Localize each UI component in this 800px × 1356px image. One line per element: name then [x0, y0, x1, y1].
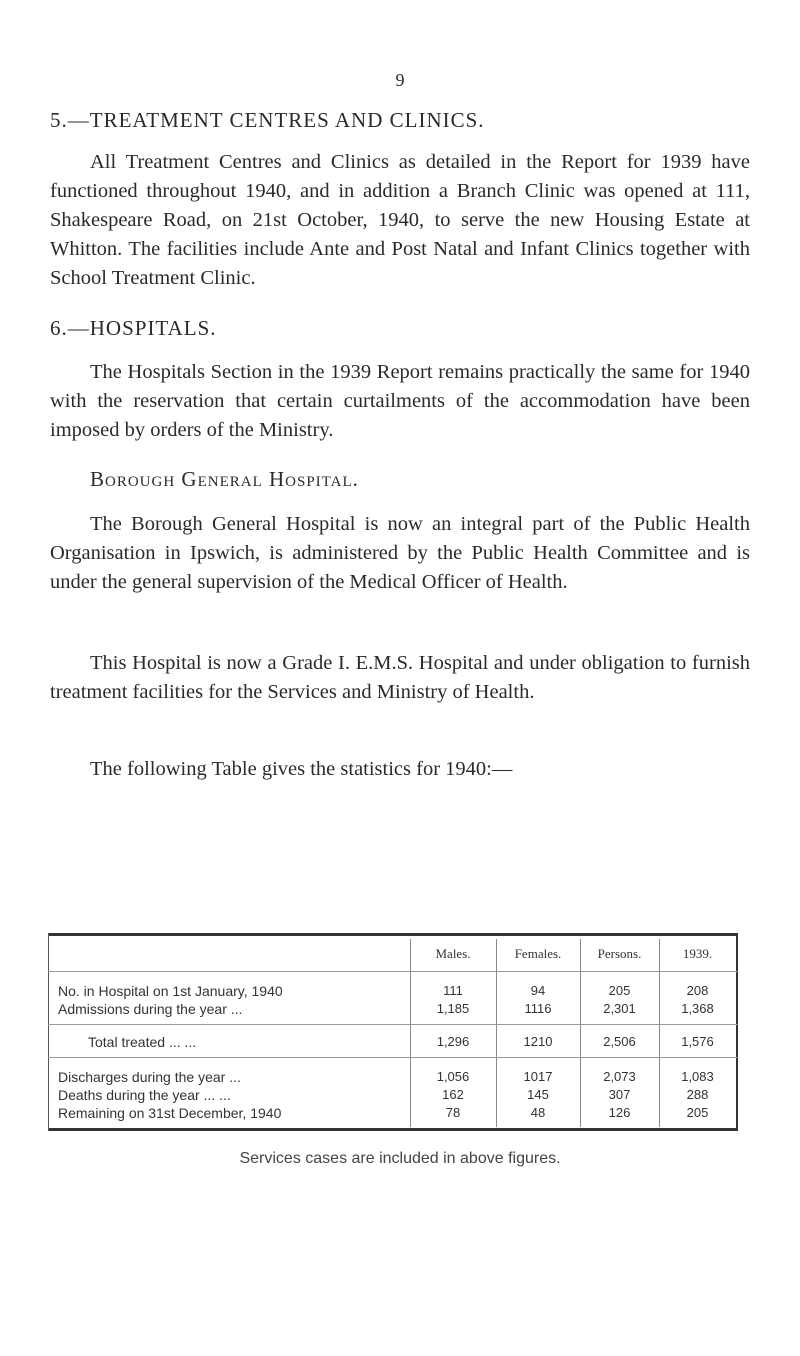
section-6-heading: 6.—HOSPITALS.	[50, 316, 217, 340]
table-cell: 1,083	[681, 1069, 714, 1084]
table-cell: 205	[686, 1105, 709, 1120]
table-row-label: Remaining on 31st December, 1940	[58, 1105, 282, 1121]
table-cell: 111	[443, 983, 463, 998]
table-cell: 78	[445, 1105, 461, 1120]
table-row-label: Discharges during the year ...	[58, 1069, 241, 1085]
section-5-heading: 5.—TREATMENT CENTRES AND CLINICS.	[50, 108, 485, 132]
borough-paragraph-1: The Borough General Hospital is now an integral part of the Public Health Organisation in Ipswich, is administered by the Public Health Committee and is under the general supervision of the Medical Officer of Health.	[50, 513, 750, 593]
table-cell: 208	[686, 983, 709, 998]
table-cell: 1,576	[681, 1034, 714, 1049]
table-cell: 1210	[523, 1034, 553, 1049]
table-cell: 288	[686, 1087, 709, 1102]
section-5-paragraph: All Treatment Centres and Clinics as detailed in the Report for 1939 have functioned throughout 1940, and in addition a Branch Clinic was opened at 111, Shakespeare Road, on 21st October, 1940, to serve the new Housing Estate at Whitton. The facilities include Ante and Post Natal and Infant Clinics together with School Treatment Clinic.	[50, 151, 750, 289]
borough-hospital-heading: Borough General Hospital.	[90, 467, 359, 491]
header-females: Females.	[514, 946, 562, 961]
table-intro: The following Table gives the statistics for 1940:—	[90, 758, 513, 780]
table-row-label: Total treated ... ...	[88, 1034, 197, 1050]
table-cell: 1116	[524, 1001, 552, 1016]
table-row-label: Admissions during the year ...	[58, 1001, 243, 1017]
table-cell: 1,296	[436, 1034, 470, 1049]
table-cell: 162	[442, 1087, 464, 1102]
table-cell: 1,368	[681, 1001, 714, 1016]
table-footnote: Services cases are included in above figures.	[239, 1150, 561, 1167]
table-cell: 2,506	[603, 1034, 636, 1049]
hospital-statistics-table	[48, 933, 738, 1131]
header-persons: Persons.	[597, 946, 642, 961]
table-cell: 2,073	[603, 1069, 636, 1084]
borough-paragraph-2: This Hospital is now a Grade I. E.M.S. Hospital and under obligation to furnish treatment facilities for the Services and Ministry of Health.	[50, 652, 750, 703]
table-cell: 1017	[523, 1069, 553, 1084]
table-cell: 1,185	[436, 1001, 470, 1016]
table-row-label: No. in Hospital on 1st January, 1940	[58, 983, 283, 999]
table-cell: 205	[608, 983, 631, 998]
table-cell: 145	[527, 1087, 549, 1102]
table-cell: 307	[608, 1087, 631, 1102]
section-6-paragraph: The Hospitals Section in the 1939 Report remains practically the same for 1940 with the reservation that certain curtailments of the accommodation have been imposed by orders of the Ministry.	[50, 361, 750, 441]
table-cell: 94	[530, 983, 546, 998]
header-1939: 1939.	[682, 946, 713, 961]
table-cell: 126	[608, 1105, 631, 1120]
table-cell: 2,301	[603, 1001, 636, 1016]
table-cell: 1,056	[436, 1069, 470, 1084]
table-cell: 48	[530, 1105, 546, 1120]
table-row-label: Deaths during the year ... ...	[58, 1087, 231, 1103]
header-males: Males.	[435, 946, 471, 961]
page-number: 9	[395, 70, 405, 90]
